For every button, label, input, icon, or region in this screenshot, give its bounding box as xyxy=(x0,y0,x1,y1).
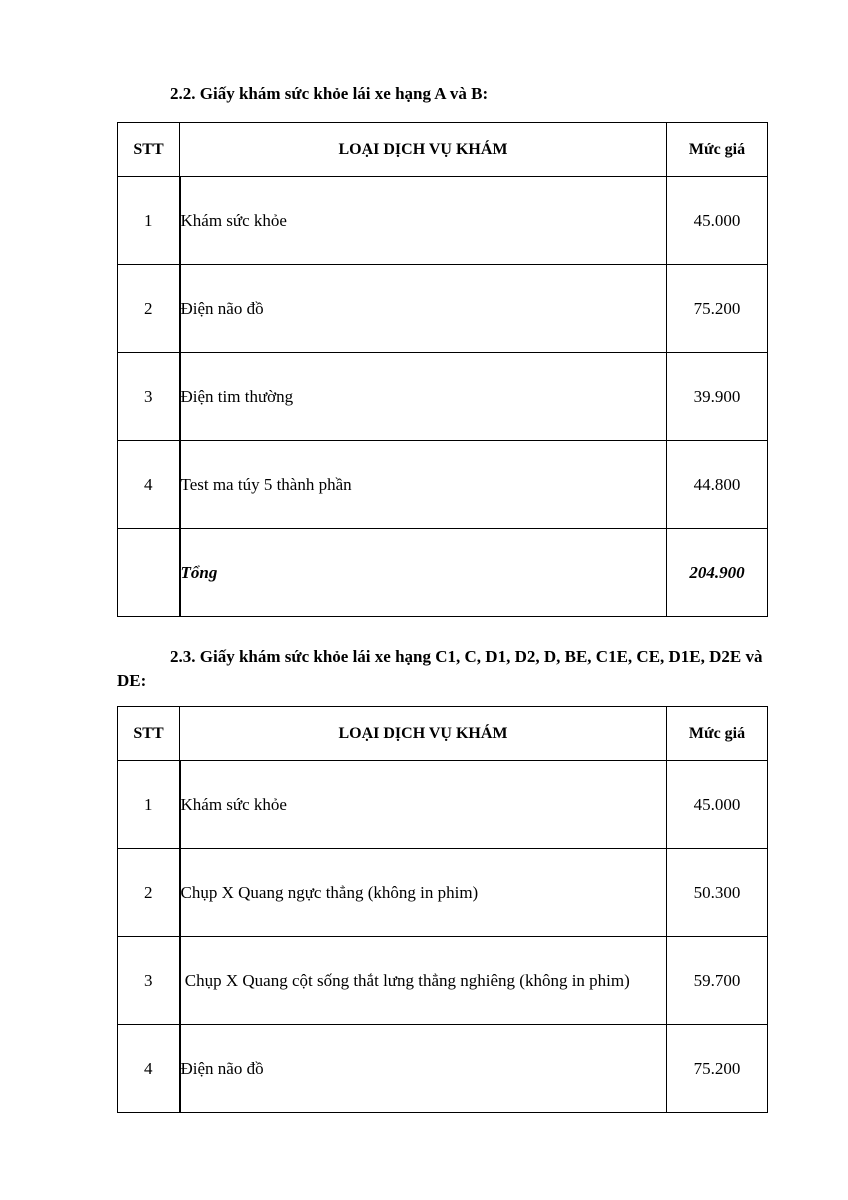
row-price: 50.300 xyxy=(667,849,768,937)
total-value: 204.900 xyxy=(667,529,768,617)
row-stt: 4 xyxy=(118,441,180,529)
row-price: 59.700 xyxy=(667,937,768,1025)
row-stt: 1 xyxy=(118,761,180,849)
total-label: Tổng xyxy=(180,529,667,617)
table-row xyxy=(118,937,768,1025)
row-service: Chụp X Quang cột sống thắt lưng thẳng nghiêng (không in phim) xyxy=(180,937,667,1025)
table-row xyxy=(118,177,768,265)
row-service: Chụp X Quang ngực thẳng (không in phim) xyxy=(180,849,667,937)
row-service: Khám sức khỏe xyxy=(180,177,667,265)
table-row xyxy=(118,265,768,353)
row-stt: 4 xyxy=(118,1025,180,1113)
section-2-2-title: 2.2. Giấy khám sức khỏe lái xe hạng A và B: xyxy=(170,84,489,103)
table-row xyxy=(118,849,768,937)
row-price: 44.800 xyxy=(667,441,768,529)
row-stt: 3 xyxy=(118,353,180,441)
header-stt: STT xyxy=(118,707,180,761)
header-stt: STT xyxy=(118,123,180,177)
row-service: Điện não đồ xyxy=(180,1025,667,1113)
header-price: Mức giá xyxy=(667,707,768,761)
row-stt: 2 xyxy=(118,265,180,353)
table-header-row xyxy=(118,123,768,177)
table-row xyxy=(118,353,768,441)
row-stt: 2 xyxy=(118,849,180,937)
row-stt: 1 xyxy=(118,177,180,265)
row-price: 45.000 xyxy=(667,761,768,849)
row-service: Test ma túy 5 thành phần xyxy=(180,441,667,529)
row-service: Điện tim thường xyxy=(180,353,667,441)
table-row xyxy=(118,1025,768,1113)
table-row xyxy=(118,761,768,849)
total-row xyxy=(118,529,768,617)
header-price: Mức giá xyxy=(667,123,768,177)
row-price: 75.200 xyxy=(667,1025,768,1113)
row-price: 45.000 xyxy=(667,177,768,265)
row-price: 39.900 xyxy=(667,353,768,441)
price-table-c-d-e xyxy=(117,706,768,1113)
price-table-a-b xyxy=(117,122,768,617)
table-row xyxy=(118,441,768,529)
row-service: Khám sức khỏe xyxy=(180,761,667,849)
total-stt-empty xyxy=(118,529,180,617)
row-service: Điện não đồ xyxy=(180,265,667,353)
row-stt: 3 xyxy=(118,937,180,1025)
table-header-row xyxy=(118,707,768,761)
row-price: 75.200 xyxy=(667,265,768,353)
header-service: LOẠI DỊCH VỤ KHÁM xyxy=(180,707,667,761)
header-service: LOẠI DỊCH VỤ KHÁM xyxy=(180,123,667,177)
section-2-3-title: 2.3. Giấy khám sức khỏe lái xe hạng C1, C, D1, D2, D, BE, C1E, CE, D1E, D2E và DE: xyxy=(117,647,763,690)
